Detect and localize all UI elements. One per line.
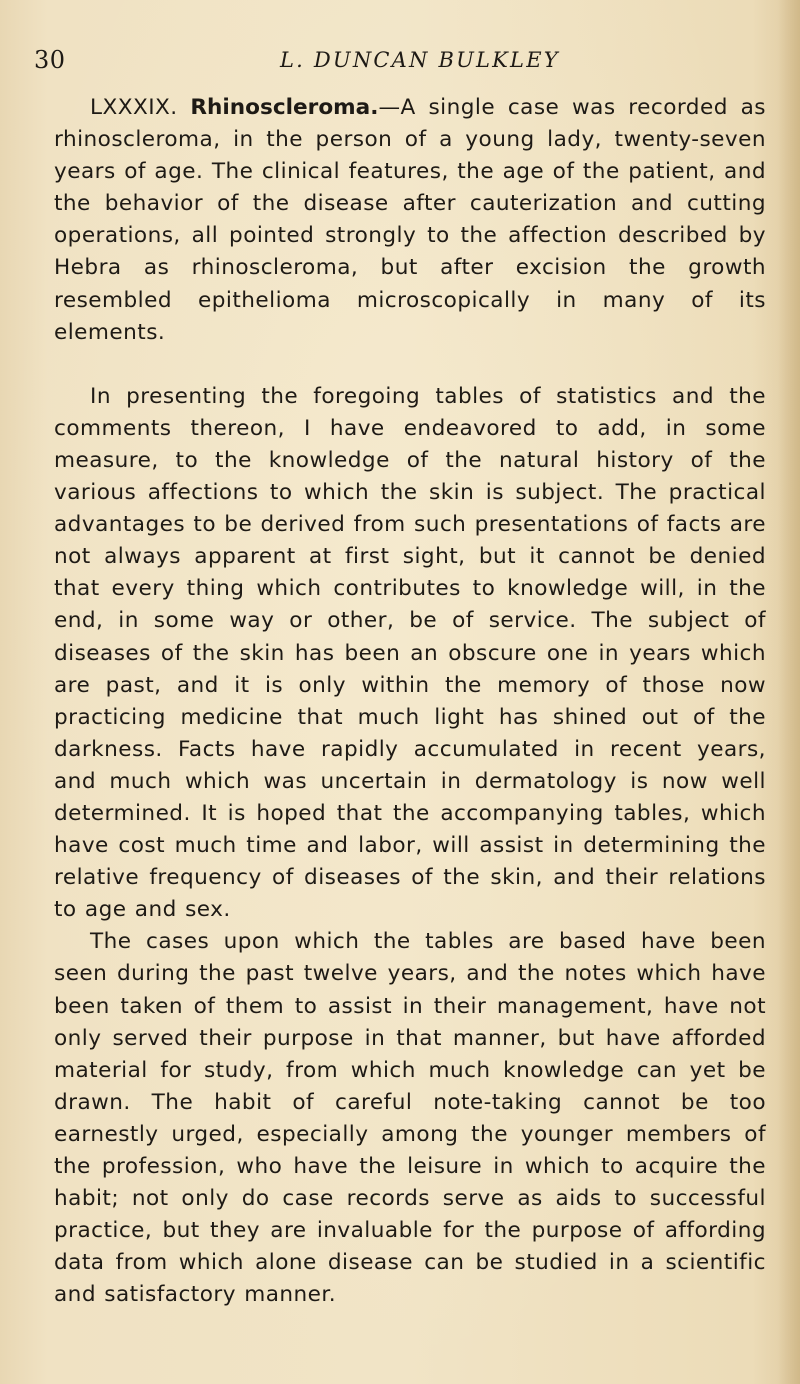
section-text: A single case was recorded as rhinoscleroma, in the person of a young lady, twenty-seven years of age. The clinical features, the age of the patient, and the behavior of the disease after cauterization and cutting operations, all pointed strongly to the affection described by Hebra as rhinoscleroma, but after excision the growth resembled epithelioma microscopically in many of its elements.	[54, 95, 766, 345]
body-paragraph: The cases upon which the tables are based have been seen during the past twelve years, and the notes which have been taken of them to assist in their management, have not only served their purpose in that manner, but have afforded material for study, from which much knowledge can yet be drawn. The habit of careful note-taking cannot be too earnestly urged, especially among the younger members of the profession, who have the leisure in which to acquire the habit; not only do case records serve as aids to successful practice, but they are invaluable for the purpose of affording data from which alone disease can be studied in a scientific and satisfactory manner.	[54, 929, 766, 1308]
page-header	[34, 46, 754, 82]
running-head: L. DUNCAN BULKLEY	[280, 48, 560, 72]
page-body	[54, 92, 766, 1311]
page-number: 30	[34, 46, 66, 74]
section-title: Rhinoscleroma.	[190, 95, 379, 120]
body-paragraph: In presenting the foregoing tables of statistics and the comments thereon, I have endeavored to add, in some measure, to the knowledge of the natural history of the various affections to which the skin is subject. The practical advantages to be derived from such presentations of facts are not always apparent at first sight, but it cannot be denied that every thing which contributes to knowledge will, in the end, in some way or other, be of service. The subject of diseases of the skin has been an obscure one in years which are past, and it is only within the memory of those now practicing medicine that much light has shined out of the darkness. Facts have rapidly accumulated in recent years, and much which was uncertain in dermatology is now well determined. It is hoped that the accompanying tables, which have cost much time and labor, will assist in determining the relative frequency of diseases of the skin, and their relations to age and sex.	[54, 383, 766, 923]
section-paragraph	[54, 92, 766, 349]
section-number: LXXXIX.	[90, 95, 178, 120]
section-dash: —	[378, 95, 401, 120]
page-edge-shadow	[778, 0, 800, 1384]
